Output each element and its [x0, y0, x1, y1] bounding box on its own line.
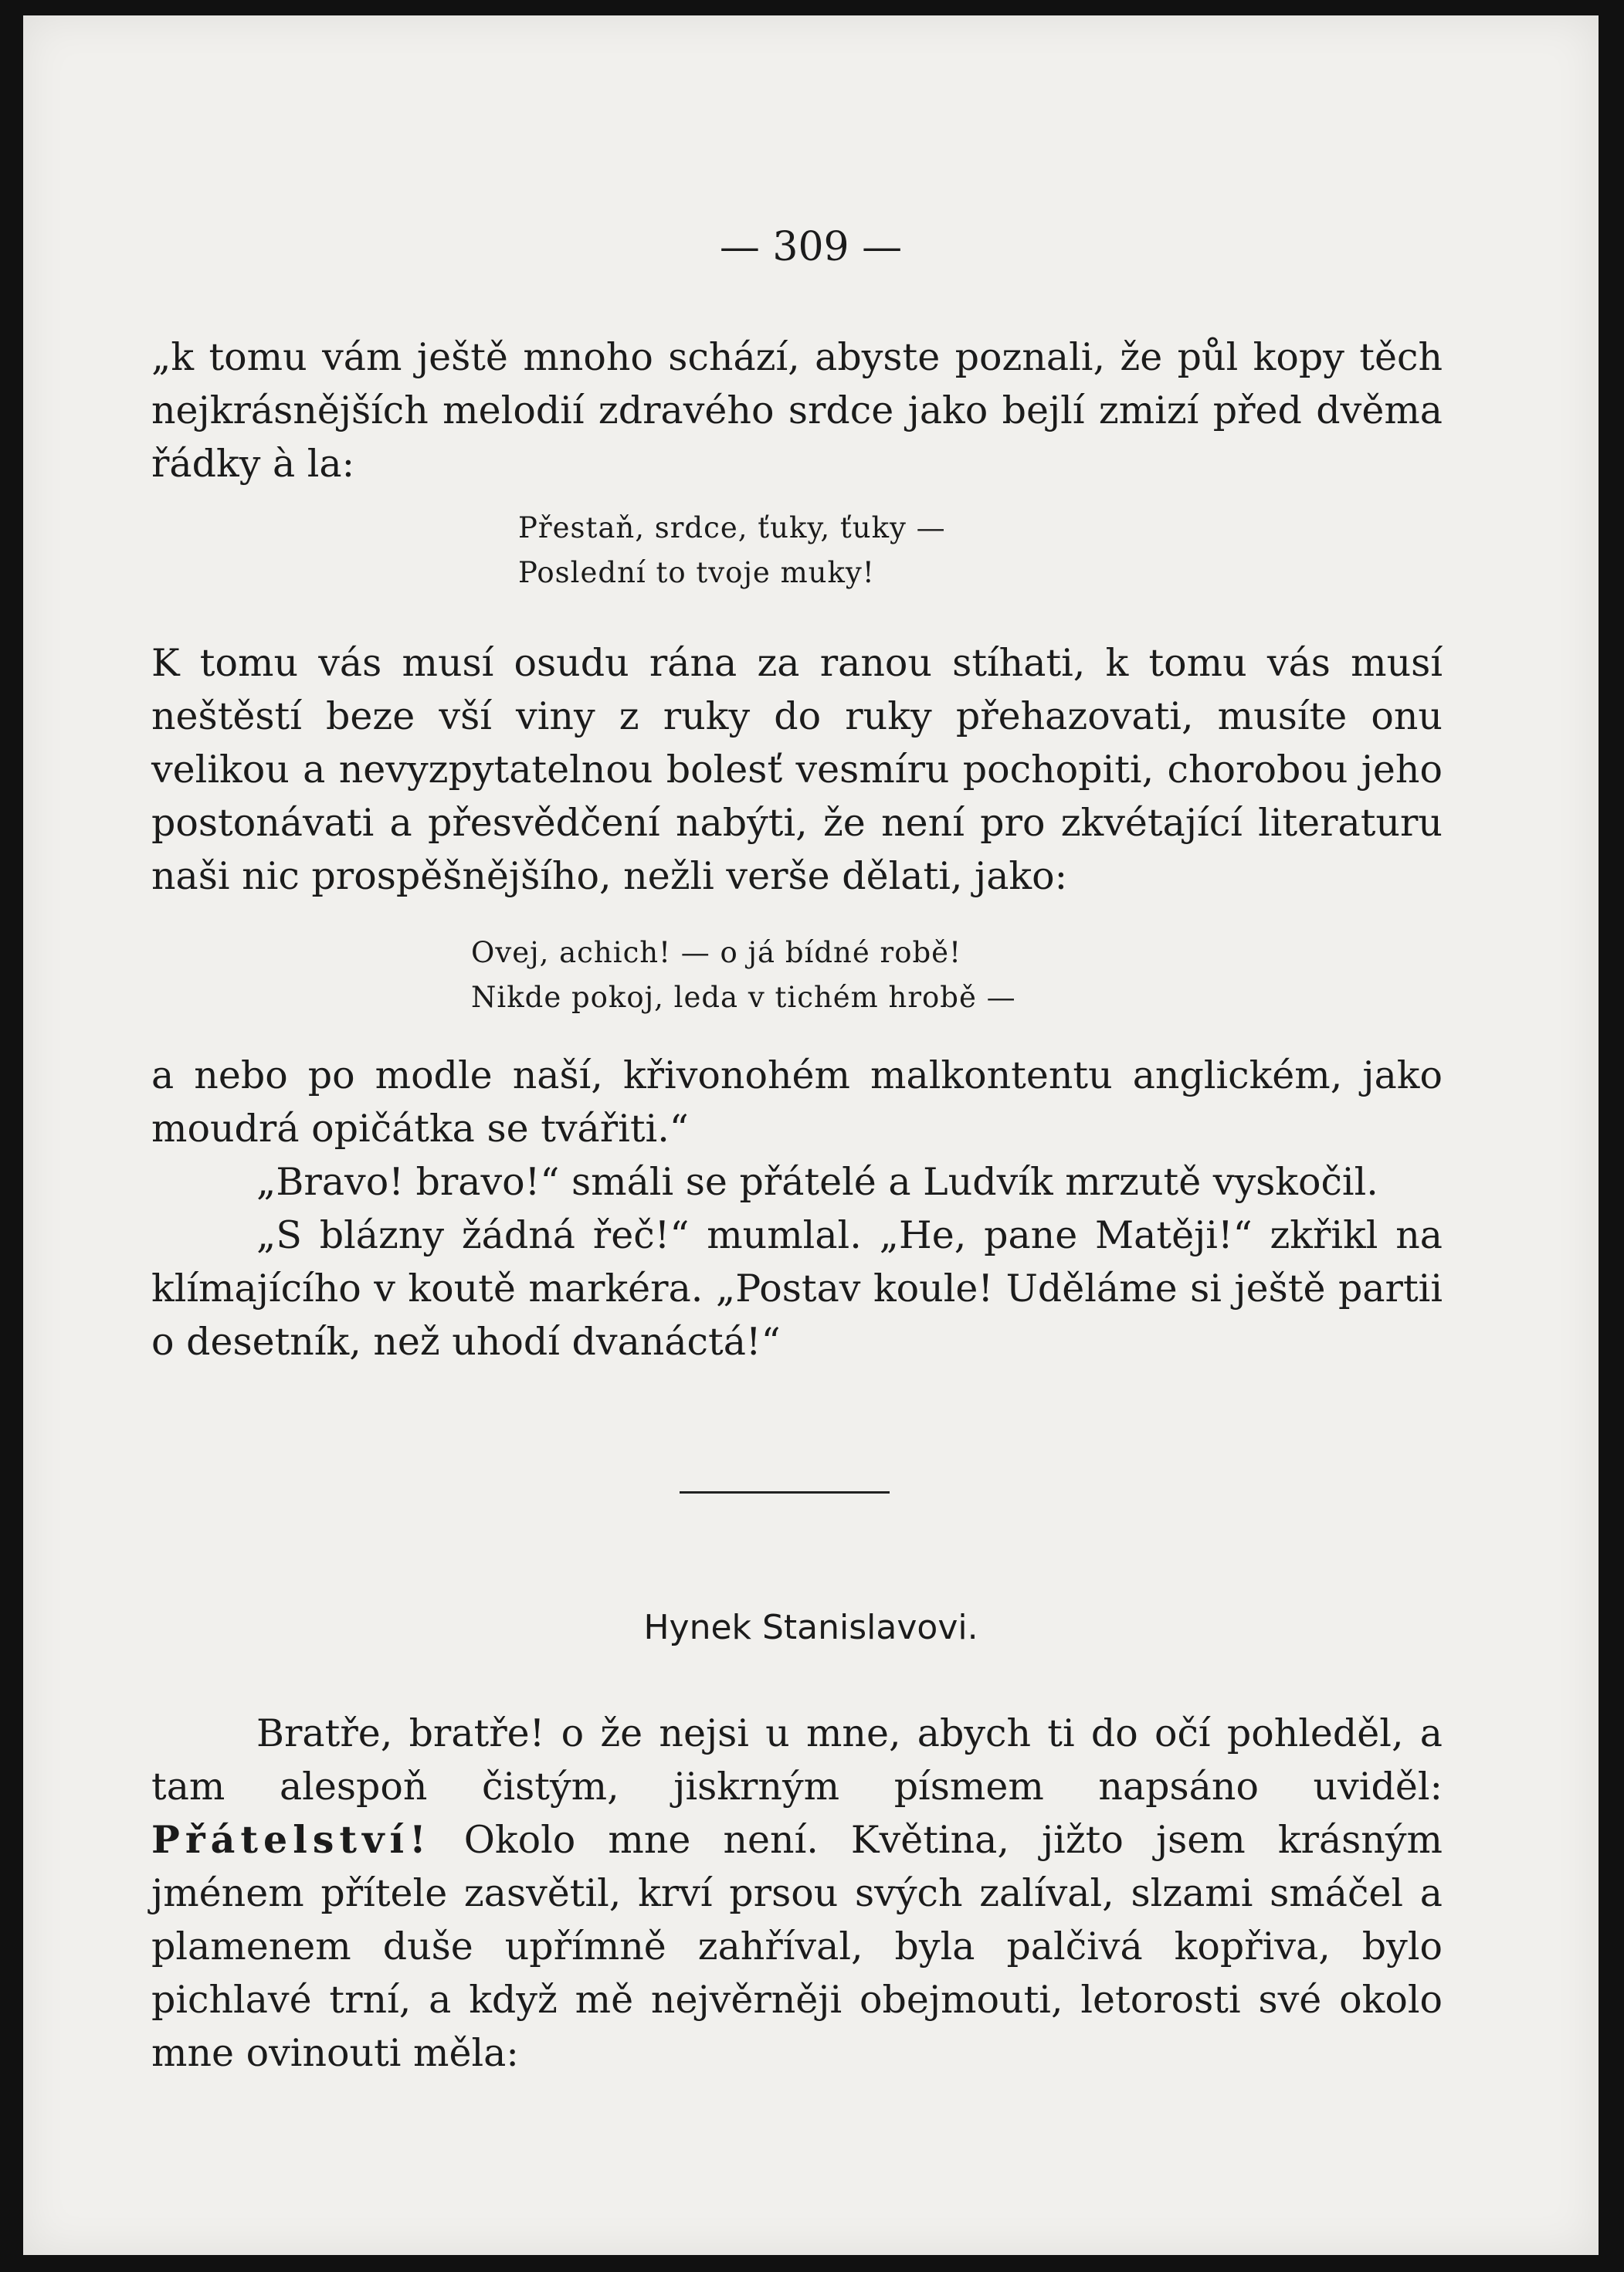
- verse-quote-2: [471, 931, 1016, 1020]
- paragraph-block-4: [151, 1707, 1443, 2080]
- paragraph-block-2: [151, 636, 1443, 903]
- section-divider: [680, 1491, 890, 1494]
- section-heading: Hynek Stanislavovi.: [643, 1608, 978, 1647]
- paragraph: a nebo po modle naší, křivonohém malkontentu anglickém, jako moudrá opičátka se tvářiti.“: [151, 1053, 1443, 1151]
- paragraph: „S blázny žádná řeč!“ mumlal. „He, pane Matěji!“ zkřikl na klímajícího v koutě markéra. „Postav koule! Uděláme si ještě partii o desetník, než uhodí dvanáctá!“: [151, 1213, 1443, 1364]
- paragraph: „k tomu vám ještě mnoho schází, abyste poznali, že půl kopy těch nejkrásnějších melodií zdravého srdce jako bejlí zmizí před dvěma řádky à la:: [151, 335, 1443, 486]
- paragraph: „Bravo! bravo!“ smáli se přátelé a Ludvík mrzutě vyskočil.: [256, 1160, 1378, 1204]
- spaced-emphasis: Přátelství!: [151, 1817, 432, 1862]
- paragraph-block-3: [151, 1049, 1443, 1368]
- verse-line: Nikde pokoj, leda v tichém hrobě —: [471, 981, 1016, 1014]
- verse-line: Přestaň, srdce, ťuky, ťuky —: [518, 511, 946, 544]
- paragraph: [151, 1707, 1443, 2080]
- paragraph-block-1: [151, 331, 1443, 490]
- paragraph-text: Okolo mne není. Květina, jižto jsem krásným jménem přítele zasvětil, krví prsou svých zalíval, slzami smáčel a plamenem duše upřímně zahříval, byla palčivá kopřiva, bylo pichlavé trní, a když mě nejvěrněji obejmouti, letorosti své okolo mne ovinouti měla:: [151, 1818, 1443, 2075]
- book-page: [23, 15, 1599, 2255]
- paragraph: K tomu vás musí osudu rána za ranou stíhati, k tomu vás musí neštěstí beze vší viny z ruky do ruky přehazovati, musíte onu velikou a nevyzpytatelnou bolesť vesmíru pochopiti, chorobou jeho postonávati a přesvědčení nabýti, že není pro zkvétající literaturu naši nic prospěšnějšího, nežli verše dělati, jako:: [151, 641, 1443, 898]
- paragraph-text: Bratře, bratře! o že nejsi u mne, abych ti do očí pohleděl, a tam alespoň čistým, jiskrným písmem napsáno uviděl:: [151, 1711, 1443, 1809]
- verse-quote-1: [518, 506, 946, 595]
- verse-line: Poslední to tvoje muky!: [518, 556, 875, 589]
- page-number: — 309 —: [719, 224, 903, 270]
- verse-line: Ovej, achich! — o já bídné robě!: [471, 936, 961, 969]
